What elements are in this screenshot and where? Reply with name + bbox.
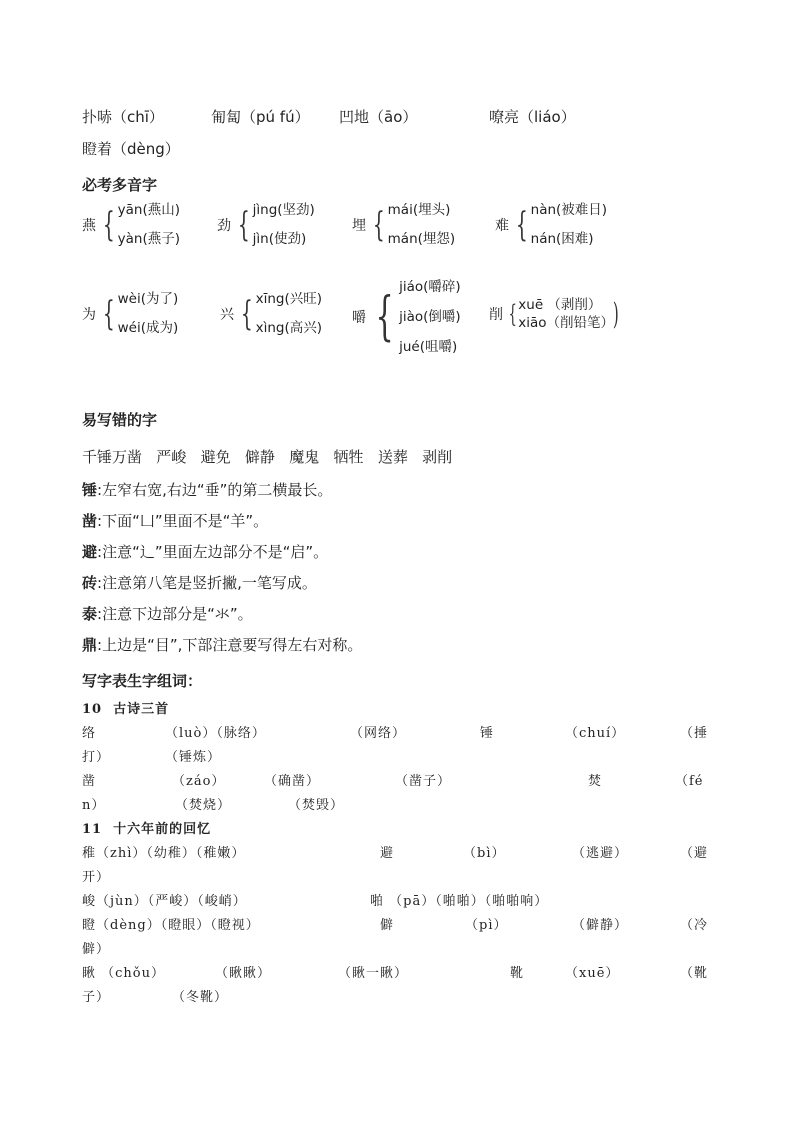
poly-option: nàn(被难日)	[530, 202, 608, 218]
poly-mai	[352, 196, 455, 254]
error-note-char: 泰	[82, 605, 98, 623]
poly-option: jìn(使劲)	[252, 231, 307, 247]
vocab-item: 凿	[82, 774, 97, 789]
vocab-item: （bì）	[463, 846, 506, 861]
poly-option: xuē （剥削）	[518, 297, 602, 313]
vocab-item: 子）	[82, 990, 111, 1005]
error-note-char: 锤	[82, 481, 98, 499]
section-title-errors: 易写错的字	[82, 411, 158, 429]
vocab-item: （xuē）	[565, 966, 620, 981]
poly-char: 燕	[82, 218, 96, 234]
brace-icon: {	[240, 294, 253, 334]
poly-option: mán(埋怨)	[387, 231, 456, 247]
brace-icon: {	[375, 287, 394, 347]
brace-icon: {	[102, 294, 115, 334]
vocab-item: 稚（zhì）（幼稚）（稚嫩）	[82, 846, 246, 861]
close-paren-icon: )	[612, 296, 619, 332]
error-note-text: :注意“辶”里面左边部分不是“启”。	[97, 543, 329, 561]
poly-option: xìng(高兴)	[255, 320, 323, 336]
error-note	[82, 541, 328, 562]
brace-icon: {	[237, 205, 250, 245]
error-note-text: :上边是“目”,下部注意要写得左右对称。	[97, 636, 363, 654]
word-puchi: 扑哧（chī）	[82, 108, 164, 126]
vocab-item: （焚烧）	[175, 798, 232, 813]
vocab-item: 避	[380, 846, 395, 861]
vocab-item: （冷	[680, 918, 709, 933]
poly-jin	[217, 196, 315, 254]
brace-icon: {	[515, 205, 528, 245]
error-note	[82, 572, 317, 593]
brace-icon: {	[372, 205, 385, 245]
poly-xing	[220, 285, 322, 343]
error-note-text: :下面“凵”里面不是“羊”。	[97, 512, 269, 530]
vocab-item: 络	[82, 726, 97, 741]
poly-nan	[495, 196, 607, 254]
error-note	[82, 510, 268, 531]
poly-option: jué(咀嚼)	[399, 339, 458, 355]
word-dengzhe: 瞪着（dèng）	[82, 140, 180, 158]
error-note	[82, 603, 253, 624]
vocab-item: （瞅一瞅）	[338, 966, 409, 981]
error-note-char: 凿	[82, 512, 98, 530]
error-note-char: 鼎	[82, 636, 98, 654]
vocab-item: （pì）	[465, 918, 508, 933]
poly-char: 劲	[217, 218, 231, 234]
vocab-item: 瞪（dèng）（瞪眼）（瞪视）	[82, 918, 260, 933]
error-note-text: :注意第八笔是竖折撇,一笔写成。	[97, 574, 317, 592]
vocab-item: （逃避）	[572, 846, 629, 861]
vocab-item: 僻）	[82, 942, 111, 957]
vocab-item: 锤	[480, 726, 495, 741]
section-title-vocab: 写字表生字组词：	[82, 672, 203, 690]
vocab-item: （确凿）	[264, 774, 321, 789]
vocab-item: 瞅 （chǒu）	[82, 966, 165, 981]
poly-option: mái(埋头)	[387, 202, 451, 218]
vocab-item: （fé	[675, 774, 704, 789]
poly-option: jiào(倒嚼)	[399, 309, 461, 325]
vocab-item: （避	[680, 846, 709, 861]
brace-icon: {	[508, 300, 517, 328]
word-pufu: 匍匐（pú fú）	[211, 108, 310, 126]
vocab-item: （luò）（脉络）	[165, 726, 266, 741]
poly-option: yān(燕山)	[117, 202, 180, 218]
vocab-item: 开）	[82, 870, 111, 885]
vocab-item: （捶	[680, 726, 709, 741]
error-note-char: 避	[82, 543, 98, 561]
brace-icon: {	[102, 205, 115, 245]
vocab-item: （焚毁）	[288, 798, 345, 813]
lesson-11-title: 11 十六年前的回忆	[82, 822, 212, 837]
word-liaoliang: 嘹亮（liáo）	[489, 108, 576, 126]
vocab-item: （锤炼）	[165, 750, 222, 765]
error-note-text: :注意下边部分是“氺”。	[97, 605, 253, 623]
vocab-item: 靴	[510, 966, 525, 981]
vocab-item: 僻	[380, 918, 395, 933]
poly-option: jiáo(嚼碎)	[399, 279, 461, 295]
error-note	[82, 634, 362, 655]
poly-char: 嚼	[352, 310, 366, 326]
poly-xue	[489, 296, 622, 332]
vocab-item: 焚	[588, 774, 603, 789]
poly-char: 为	[82, 307, 96, 323]
error-note	[82, 479, 332, 500]
poly-yan	[82, 196, 180, 254]
vocab-item: 峻（jùn）（严峻）（峻峭）	[82, 894, 247, 909]
poly-option: xīng(兴旺)	[255, 291, 323, 307]
poly-jiao	[352, 272, 461, 362]
poly-wei	[82, 285, 178, 343]
word-aodi: 凹地（āo）	[339, 108, 418, 126]
error-word-list: 千锤万凿 严峻 避免 僻静 魔鬼 牺牲 送葬 剥削	[82, 448, 453, 466]
poly-char: 兴	[220, 307, 234, 323]
vocab-item: 啪 （pā）（啪啪）（啪啪响）	[370, 894, 549, 909]
poly-option: wéi(成为)	[117, 320, 179, 336]
poly-option: nán(困难)	[530, 231, 594, 247]
vocab-item: （záo）	[172, 774, 226, 789]
error-note-text: :左窄右宽,右边“垂”的第二横最长。	[97, 481, 333, 499]
vocab-item: n）	[82, 798, 106, 813]
vocab-item: （chuí）	[565, 726, 626, 741]
vocab-item: 打）	[82, 750, 111, 765]
lesson-10-title: 10 古诗三首	[82, 702, 170, 717]
poly-option: yàn(燕子)	[117, 231, 180, 247]
vocab-item: （僻静）	[572, 918, 629, 933]
poly-char: 削	[489, 307, 503, 323]
vocab-item: （网络）	[350, 726, 407, 741]
vocab-item: （冬靴）	[172, 990, 229, 1005]
poly-option: xiāo（削铅笔）	[518, 315, 615, 331]
error-note-char: 砖	[82, 574, 98, 592]
vocab-item: （凿子）	[395, 774, 452, 789]
poly-option: wèi(为了)	[117, 291, 179, 307]
poly-char: 埋	[352, 218, 366, 234]
vocab-item: （靴	[680, 966, 709, 981]
poly-char: 难	[495, 218, 509, 234]
poly-option: jìng(坚劲)	[252, 202, 315, 218]
section-title-polyphonic: 必考多音字	[82, 176, 158, 194]
vocab-item: （瞅瞅）	[215, 966, 272, 981]
